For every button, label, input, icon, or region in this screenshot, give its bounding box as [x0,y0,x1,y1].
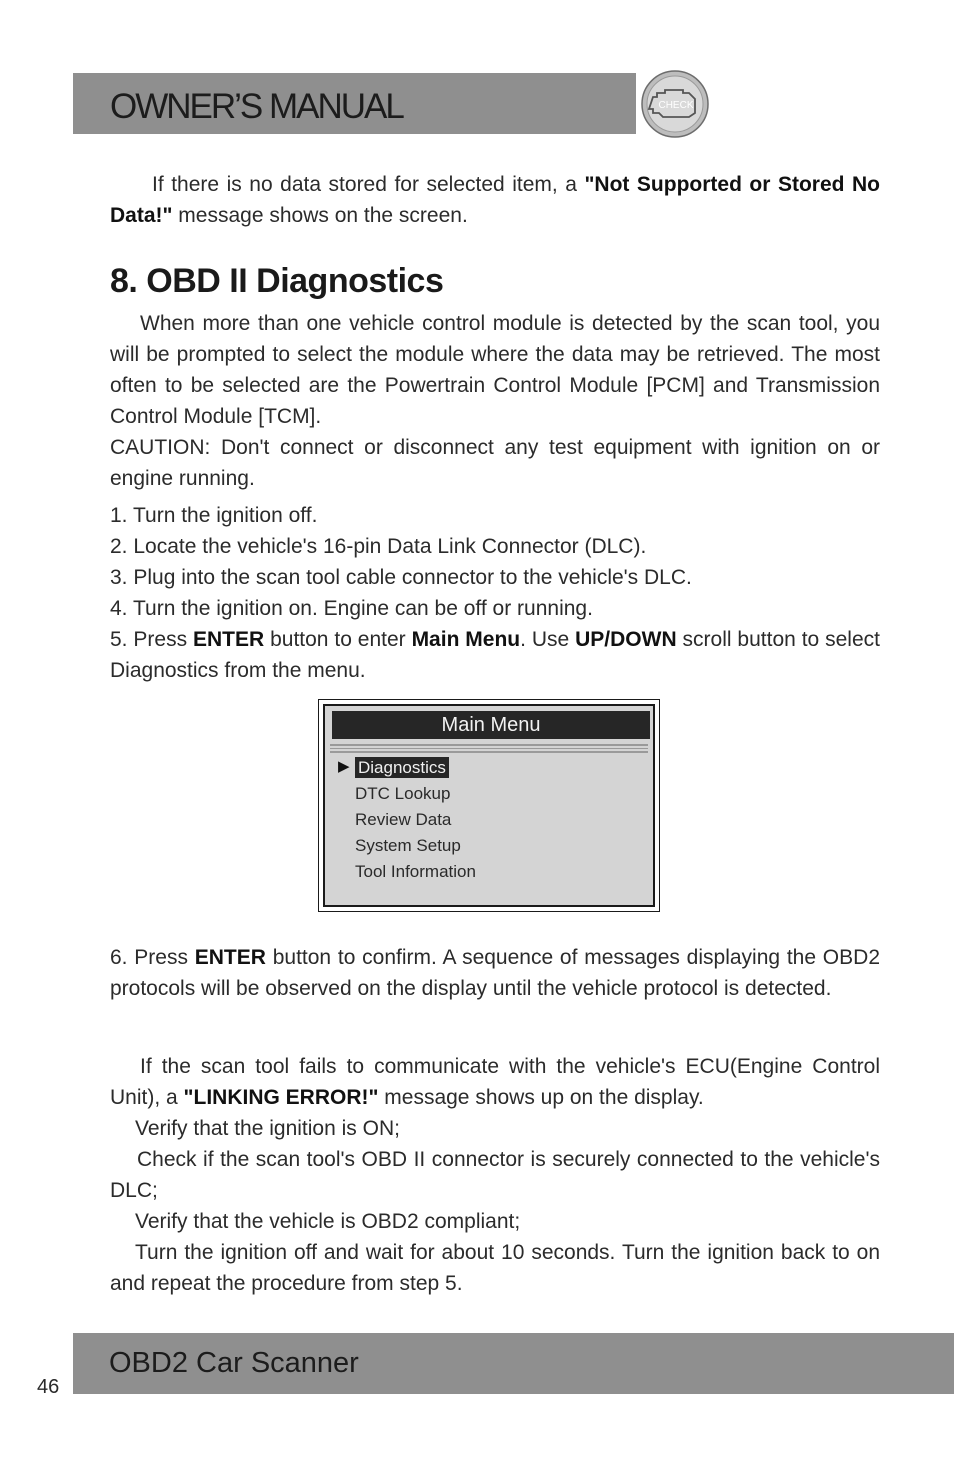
menu-item-tool-information[interactable]: Tool Information [355,862,476,881]
menu-item-diagnostics[interactable]: Diagnostics [355,757,449,778]
caution-paragraph: CAUTION: Don't connect or disconnect any test equipment with ignition on or engine running. [110,436,880,490]
step-item: 3. Plug into the scan tool cable connector to the vehicle's DLC. [110,566,692,589]
intro-paragraph: If there is no data stored for selected item, a "Not Supported or Stored No Data!" message shows on the screen. [110,173,880,227]
menu-item-review-data[interactable]: Review Data [355,810,452,829]
manual-title: OWNER’S MANUAL [110,87,403,126]
screen-title: Main Menu [332,711,650,739]
body-text [110,308,880,494]
linking-error-message: "LINKING ERROR!" [183,1086,379,1109]
linking-error-section: If the scan tool fails to communicate with the vehicle's ECU(Engine Control Unit), a "LINKING ERROR!" message shows up on the display. Verify that the ignition is ON; Check if the scan tool's OBD II connector is securely connected to the vehicle's DLC; Verify that the vehicle is OBD2 compliant; Turn the ignition off and wait for about 10 seconds. Turn the ignition back to on and repeat the procedure from step 5. [110,1051,880,1299]
step-item: 2. Locate the vehicle's 16-pin Data Link Connector (DLC). [110,535,647,558]
step-5: 5. Press ENTER button to enter Main Menu. Use UP/DOWN scroll button to select Diagnostics from the menu. [110,628,880,682]
step-item: 4. Turn the ignition on. Engine can be off or running. [110,597,593,620]
page-number: 46 [37,1376,60,1398]
check-item: Turn the ignition off and wait for about 10 seconds. Turn the ignition back to on and repeat the procedure from step 5. [110,1241,880,1295]
steps-list [110,500,880,686]
screen-display [323,704,655,907]
check-engine-icon [641,70,709,138]
footer-bar [73,1333,954,1394]
step-item: 1. Turn the ignition off. [110,504,318,527]
check-item: Check if the scan tool's OBD II connector is securely connected to the vehicle's DLC; [110,1148,880,1202]
step-6: 6. Press ENTER button to confirm. A sequence of messages displaying the OBD2 protocols will be observed on the display until the vehicle protocol is detected. [110,946,880,1000]
section-heading: 8. OBD II Diagnostics [110,262,444,300]
header-bar [73,73,636,134]
check-item: Verify that the vehicle is OBD2 compliant; [135,1210,521,1233]
not-supported-message: "Not Supported or Stored No Data!" [110,173,880,227]
scanner-screen [318,699,660,912]
menu-item-dtc-lookup[interactable]: DTC Lookup [355,784,451,803]
check-engine-label: CHECK [658,100,694,111]
check-item: Verify that the ignition is ON; [135,1117,400,1140]
footer-title: OBD2 Car Scanner [109,1347,359,1379]
menu-item-system-setup[interactable]: System Setup [355,836,461,855]
intro-module-paragraph: When more than one vehicle control module is detected by the scan tool, you will be prompted to select the module where the data may be retrieved. The most often to be selected are the Powertrain Control Module [PCM] and Transmission Control Module [TCM]. [110,312,880,428]
screen-divider [330,744,648,753]
selection-arrow-icon: ▶ [338,758,350,775]
